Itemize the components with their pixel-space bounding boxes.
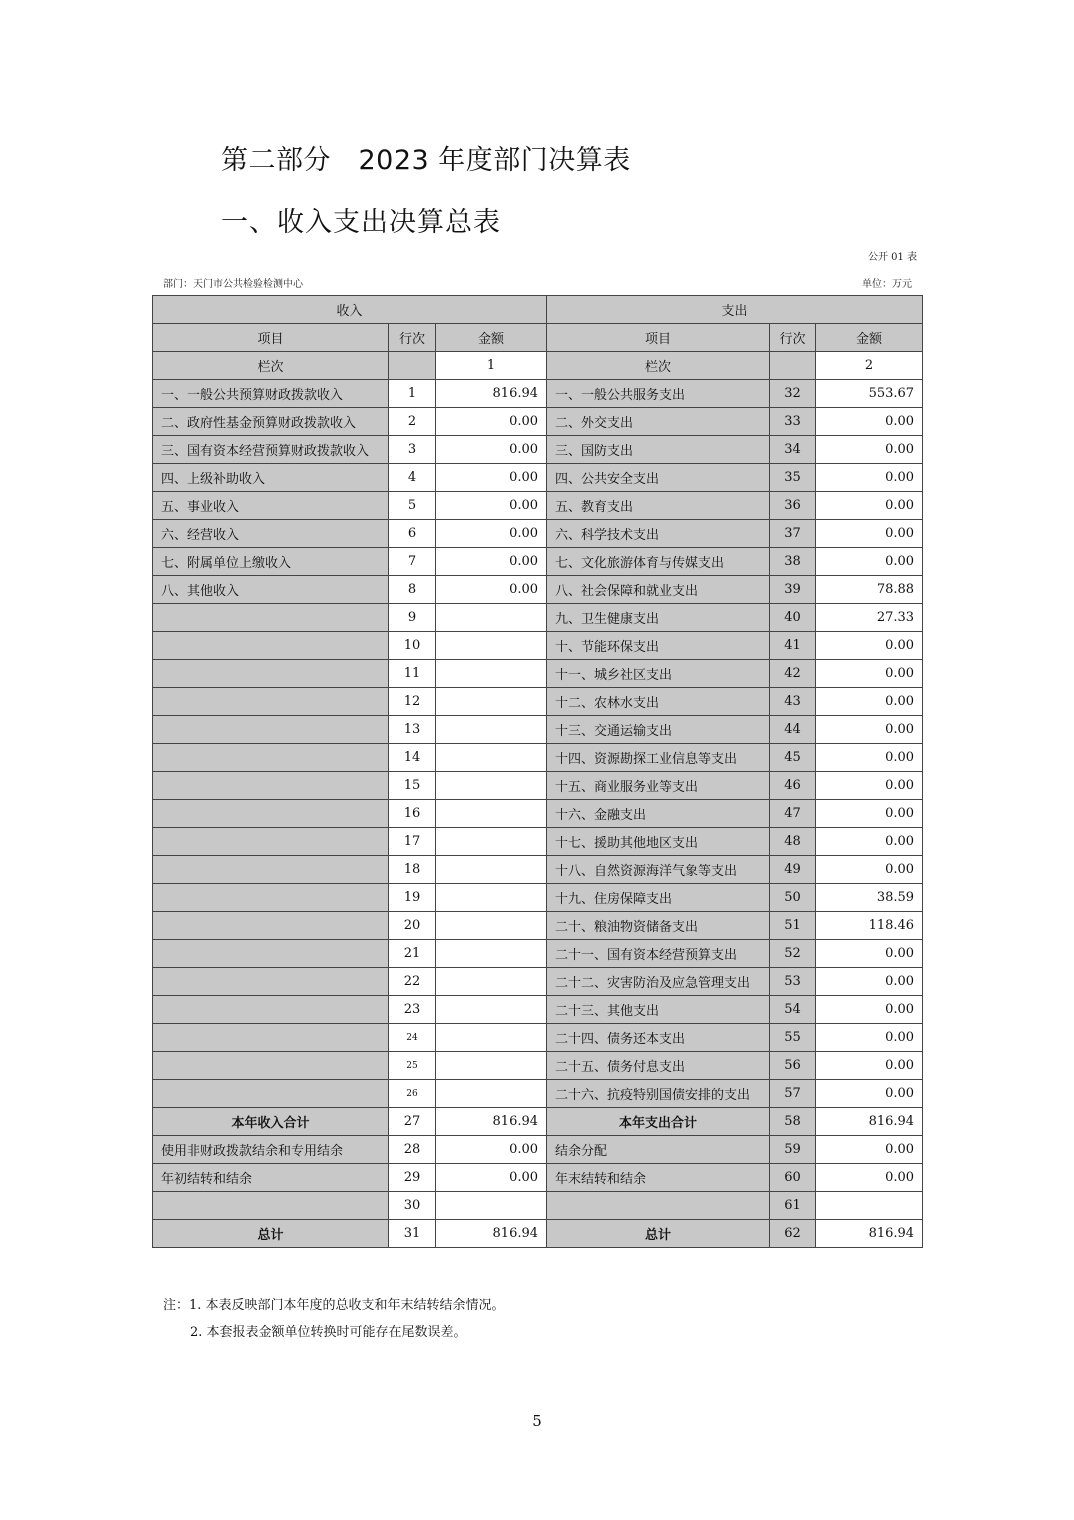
- income-line-cell: 31: [389, 1220, 436, 1248]
- income-item-cell: [153, 800, 389, 828]
- income-amount-cell: 0.00: [436, 548, 547, 576]
- expense-line-cell: 46: [770, 772, 816, 800]
- income-line-cell: 20: [389, 912, 436, 940]
- expense-amount-cell: 0.00: [816, 996, 923, 1024]
- expense-item-header: 项目: [547, 324, 770, 352]
- income-item-cell: [153, 604, 389, 632]
- income-line-cell: 3: [389, 436, 436, 464]
- income-line-cell: 15: [389, 772, 436, 800]
- table-row: [153, 996, 923, 1024]
- expense-amount-cell: 0.00: [816, 968, 923, 996]
- income-line-cell: 29: [389, 1164, 436, 1192]
- income-lanci-label: 栏次: [153, 352, 389, 380]
- income-amount-cell: 0.00: [436, 408, 547, 436]
- unit-label: 单位：万元: [862, 279, 912, 290]
- table-row: [153, 1220, 923, 1248]
- income-line-cell: 7: [389, 548, 436, 576]
- income-line-cell: 9: [389, 604, 436, 632]
- table-row: [153, 604, 923, 632]
- table-row: [153, 856, 923, 884]
- income-item-cell: [153, 1052, 389, 1080]
- expense-item-cell: 十七、援助其他地区支出: [547, 828, 770, 856]
- expense-header: 支出: [547, 296, 923, 324]
- income-line-cell: 11: [389, 660, 436, 688]
- expense-line-cell: 50: [770, 884, 816, 912]
- expense-line-cell: 51: [770, 912, 816, 940]
- income-amount-cell: [436, 1080, 547, 1108]
- income-amount-cell: 816.94: [436, 380, 547, 408]
- income-item-cell: [153, 688, 389, 716]
- expense-item-cell: 总计: [547, 1220, 770, 1248]
- table-header-row-columns: [153, 324, 923, 352]
- expense-amount-cell: 0.00: [816, 828, 923, 856]
- expense-line-cell: 41: [770, 632, 816, 660]
- income-line-cell: 10: [389, 632, 436, 660]
- income-amount-cell: [436, 828, 547, 856]
- expense-line-cell: 42: [770, 660, 816, 688]
- note-line-2: 2. 本套报表金额单位转换时可能存在尾数误差。: [190, 1325, 467, 1340]
- expense-item-cell: 结余分配: [547, 1136, 770, 1164]
- expense-amount-cell: 0.00: [816, 716, 923, 744]
- income-amount-cell: 0.00: [436, 436, 547, 464]
- expense-item-cell: 十八、自然资源海洋气象等支出: [547, 856, 770, 884]
- income-item-cell: [153, 1080, 389, 1108]
- income-item-cell: 三、国有资本经营预算财政拨款收入: [153, 436, 389, 464]
- income-line-cell: 18: [389, 856, 436, 884]
- table-row: [153, 1108, 923, 1136]
- expense-item-cell: 二十三、其他支出: [547, 996, 770, 1024]
- expense-amount-cell: 38.59: [816, 884, 923, 912]
- table-row: [153, 660, 923, 688]
- expense-lanci-number: 2: [816, 352, 923, 380]
- expense-line-cell: 52: [770, 940, 816, 968]
- expense-line-cell: 33: [770, 408, 816, 436]
- income-amount-cell: 0.00: [436, 520, 547, 548]
- income-amount-cell: [436, 772, 547, 800]
- page-number: 5: [532, 1412, 542, 1430]
- income-item-cell: [153, 912, 389, 940]
- expense-item-cell: 五、教育支出: [547, 492, 770, 520]
- expense-line-header: 行次: [770, 324, 816, 352]
- section-heading: 第二部分 2023 年度部门决算表: [221, 145, 631, 176]
- income-item-cell: 八、其他收入: [153, 576, 389, 604]
- expense-line-cell: 49: [770, 856, 816, 884]
- expense-amount-cell: 0.00: [816, 688, 923, 716]
- income-item-cell: 五、事业收入: [153, 492, 389, 520]
- department-label: 部门：天门市公共检验检测中心: [163, 279, 303, 290]
- income-amount-cell: [436, 940, 547, 968]
- expense-item-cell: 十四、资源勘探工业信息等支出: [547, 744, 770, 772]
- table-row: [153, 548, 923, 576]
- table-title: 一、收入支出决算总表: [221, 207, 501, 238]
- expense-amount-cell: 0.00: [816, 1164, 923, 1192]
- expense-amount-cell: 553.67: [816, 380, 923, 408]
- table-row: [153, 940, 923, 968]
- income-item-cell: 二、政府性基金预算财政拨款收入: [153, 408, 389, 436]
- expense-line-cell: 59: [770, 1136, 816, 1164]
- income-amount-cell: 0.00: [436, 576, 547, 604]
- table-row: [153, 912, 923, 940]
- expense-amount-cell: 0.00: [816, 1024, 923, 1052]
- table-row: [153, 744, 923, 772]
- expense-item-cell: 二十五、债务付息支出: [547, 1052, 770, 1080]
- expense-item-cell: 四、公共安全支出: [547, 464, 770, 492]
- expense-line-cell: 61: [770, 1192, 816, 1220]
- income-item-cell: [153, 1192, 389, 1220]
- table-row: [153, 800, 923, 828]
- expense-line-cell: 57: [770, 1080, 816, 1108]
- table-row: [153, 464, 923, 492]
- income-amount-cell: [436, 1024, 547, 1052]
- income-amount-cell: [436, 800, 547, 828]
- income-line-cell: 26: [389, 1080, 436, 1108]
- table-row: [153, 884, 923, 912]
- expense-line-cell: 55: [770, 1024, 816, 1052]
- expense-line-cell: 36: [770, 492, 816, 520]
- expense-amount-cell: 0.00: [816, 1136, 923, 1164]
- expense-item-cell: 六、科学技术支出: [547, 520, 770, 548]
- expense-item-cell: 九、卫生健康支出: [547, 604, 770, 632]
- income-item-cell: 四、上级补助收入: [153, 464, 389, 492]
- expense-item-cell: 二、外交支出: [547, 408, 770, 436]
- income-item-cell: [153, 1024, 389, 1052]
- expense-amount-cell: 0.00: [816, 744, 923, 772]
- income-line-cell: 28: [389, 1136, 436, 1164]
- expense-amount-cell: 0.00: [816, 660, 923, 688]
- income-line-cell: 27: [389, 1108, 436, 1136]
- expense-amount-cell: 0.00: [816, 1080, 923, 1108]
- expense-line-cell: 60: [770, 1164, 816, 1192]
- table-row: [153, 1052, 923, 1080]
- expense-item-cell: [547, 1192, 770, 1220]
- income-item-cell: 总计: [153, 1220, 389, 1248]
- income-item-cell: [153, 996, 389, 1024]
- expense-item-cell: 十、节能环保支出: [547, 632, 770, 660]
- table-row: [153, 968, 923, 996]
- table-row: [153, 1164, 923, 1192]
- income-amount-cell: 0.00: [436, 492, 547, 520]
- expense-amount-cell: 27.33: [816, 604, 923, 632]
- expense-line-cell: 37: [770, 520, 816, 548]
- income-lanci-number: 1: [436, 352, 547, 380]
- expense-amount-cell: 0.00: [816, 1052, 923, 1080]
- expense-line-cell: 32: [770, 380, 816, 408]
- income-amount-header: 金额: [436, 324, 547, 352]
- income-amount-cell: 0.00: [436, 464, 547, 492]
- table-row: [153, 380, 923, 408]
- income-line-cell: 30: [389, 1192, 436, 1220]
- income-item-cell: [153, 968, 389, 996]
- expense-item-cell: 二十六、抗疫特别国债安排的支出: [547, 1080, 770, 1108]
- expense-line-cell: 58: [770, 1108, 816, 1136]
- expense-amount-cell: 0.00: [816, 800, 923, 828]
- expense-line-cell: 39: [770, 576, 816, 604]
- income-line-header: 行次: [389, 324, 436, 352]
- income-amount-cell: [436, 688, 547, 716]
- income-line-cell: 14: [389, 744, 436, 772]
- expense-lanci-line: [770, 352, 816, 380]
- income-item-cell: 七、附属单位上缴收入: [153, 548, 389, 576]
- expense-item-cell: 二十二、灾害防治及应急管理支出: [547, 968, 770, 996]
- income-line-cell: 8: [389, 576, 436, 604]
- income-item-cell: [153, 632, 389, 660]
- expense-line-cell: 62: [770, 1220, 816, 1248]
- expense-amount-cell: 0.00: [816, 436, 923, 464]
- table-row: [153, 828, 923, 856]
- income-item-cell: [153, 716, 389, 744]
- income-item-cell: [153, 660, 389, 688]
- income-line-cell: 25: [389, 1052, 436, 1080]
- expense-line-cell: 54: [770, 996, 816, 1024]
- expense-amount-header: 金额: [816, 324, 923, 352]
- expense-amount-cell: 0.00: [816, 940, 923, 968]
- income-item-cell: [153, 884, 389, 912]
- expense-amount-cell: [816, 1192, 923, 1220]
- income-item-cell: 一、一般公共预算财政拨款收入: [153, 380, 389, 408]
- expense-item-cell: 十一、城乡社区支出: [547, 660, 770, 688]
- income-amount-cell: [436, 996, 547, 1024]
- income-expense-table: [152, 295, 923, 1248]
- income-item-header: 项目: [153, 324, 389, 352]
- income-line-cell: 17: [389, 828, 436, 856]
- income-item-cell: [153, 828, 389, 856]
- expense-line-cell: 47: [770, 800, 816, 828]
- expense-amount-cell: 0.00: [816, 632, 923, 660]
- income-line-cell: 24: [389, 1024, 436, 1052]
- expense-amount-cell: 816.94: [816, 1220, 923, 1248]
- table-row: [153, 1024, 923, 1052]
- expense-item-cell: 十九、住房保障支出: [547, 884, 770, 912]
- income-line-cell: 5: [389, 492, 436, 520]
- table-header-row-sections: [153, 296, 923, 324]
- table-row: [153, 520, 923, 548]
- income-line-cell: 6: [389, 520, 436, 548]
- expense-item-cell: 二十、粮油物资储备支出: [547, 912, 770, 940]
- expense-line-cell: 35: [770, 464, 816, 492]
- expense-amount-cell: 816.94: [816, 1108, 923, 1136]
- expense-item-cell: 二十四、债务还本支出: [547, 1024, 770, 1052]
- expense-line-cell: 40: [770, 604, 816, 632]
- expense-item-cell: 一、一般公共服务支出: [547, 380, 770, 408]
- income-line-cell: 19: [389, 884, 436, 912]
- income-amount-cell: [436, 660, 547, 688]
- income-amount-cell: [436, 912, 547, 940]
- income-amount-cell: [436, 1192, 547, 1220]
- table-row: [153, 1192, 923, 1220]
- income-item-cell: [153, 772, 389, 800]
- table-notes: [163, 1292, 505, 1346]
- income-item-cell: 六、经营收入: [153, 520, 389, 548]
- income-item-cell: [153, 940, 389, 968]
- table-header-row-lanci: [153, 352, 923, 380]
- expense-amount-cell: 0.00: [816, 464, 923, 492]
- expense-line-cell: 45: [770, 744, 816, 772]
- income-amount-cell: [436, 604, 547, 632]
- income-amount-cell: 816.94: [436, 1108, 547, 1136]
- expense-line-cell: 56: [770, 1052, 816, 1080]
- form-code: 公开 01 表: [868, 252, 918, 263]
- expense-amount-cell: 0.00: [816, 492, 923, 520]
- income-line-cell: 23: [389, 996, 436, 1024]
- income-item-cell: [153, 744, 389, 772]
- expense-amount-cell: 0.00: [816, 408, 923, 436]
- expense-line-cell: 43: [770, 688, 816, 716]
- income-line-cell: 4: [389, 464, 436, 492]
- table-row: [153, 436, 923, 464]
- table-row: [153, 632, 923, 660]
- income-item-cell: [153, 856, 389, 884]
- expense-line-cell: 44: [770, 716, 816, 744]
- expense-amount-cell: 0.00: [816, 772, 923, 800]
- expense-amount-cell: 78.88: [816, 576, 923, 604]
- income-line-cell: 16: [389, 800, 436, 828]
- income-amount-cell: 0.00: [436, 1164, 547, 1192]
- table-row: [153, 716, 923, 744]
- expense-item-cell: 年末结转和结余: [547, 1164, 770, 1192]
- income-amount-cell: [436, 632, 547, 660]
- expense-item-cell: 本年支出合计: [547, 1108, 770, 1136]
- expense-item-cell: 十六、金融支出: [547, 800, 770, 828]
- table-row: [153, 1080, 923, 1108]
- expense-line-cell: 34: [770, 436, 816, 464]
- expense-lanci-label: 栏次: [547, 352, 770, 380]
- table-row: [153, 576, 923, 604]
- income-header: 收入: [153, 296, 547, 324]
- income-amount-cell: 816.94: [436, 1220, 547, 1248]
- income-line-cell: 22: [389, 968, 436, 996]
- expense-line-cell: 38: [770, 548, 816, 576]
- table-row: [153, 688, 923, 716]
- income-amount-cell: [436, 856, 547, 884]
- expense-line-cell: 48: [770, 828, 816, 856]
- income-item-cell: 使用非财政拨款结余和专用结余: [153, 1136, 389, 1164]
- income-line-cell: 2: [389, 408, 436, 436]
- expense-item-cell: 十三、交通运输支出: [547, 716, 770, 744]
- expense-item-cell: 二十一、国有资本经营预算支出: [547, 940, 770, 968]
- income-line-cell: 13: [389, 716, 436, 744]
- expense-amount-cell: 118.46: [816, 912, 923, 940]
- expense-item-cell: 三、国防支出: [547, 436, 770, 464]
- expense-item-cell: 七、文化旅游体育与传媒支出: [547, 548, 770, 576]
- income-amount-cell: [436, 884, 547, 912]
- table-row: [153, 1136, 923, 1164]
- income-amount-cell: [436, 716, 547, 744]
- expense-item-cell: 八、社会保障和就业支出: [547, 576, 770, 604]
- income-amount-cell: [436, 1052, 547, 1080]
- income-amount-cell: [436, 744, 547, 772]
- income-lanci-line: [389, 352, 436, 380]
- income-amount-cell: [436, 968, 547, 996]
- expense-amount-cell: 0.00: [816, 856, 923, 884]
- expense-item-cell: 十五、商业服务业等支出: [547, 772, 770, 800]
- table-row: [153, 492, 923, 520]
- income-line-cell: 21: [389, 940, 436, 968]
- income-item-cell: 本年收入合计: [153, 1108, 389, 1136]
- income-line-cell: 1: [389, 380, 436, 408]
- expense-amount-cell: 0.00: [816, 548, 923, 576]
- expense-line-cell: 53: [770, 968, 816, 996]
- note-line-1: 注：1. 本表反映部门本年度的总收支和年末结转结余情况。: [163, 1298, 505, 1313]
- income-amount-cell: 0.00: [436, 1136, 547, 1164]
- income-item-cell: 年初结转和结余: [153, 1164, 389, 1192]
- table-row: [153, 772, 923, 800]
- expense-amount-cell: 0.00: [816, 520, 923, 548]
- expense-item-cell: 十二、农林水支出: [547, 688, 770, 716]
- table-row: [153, 408, 923, 436]
- income-line-cell: 12: [389, 688, 436, 716]
